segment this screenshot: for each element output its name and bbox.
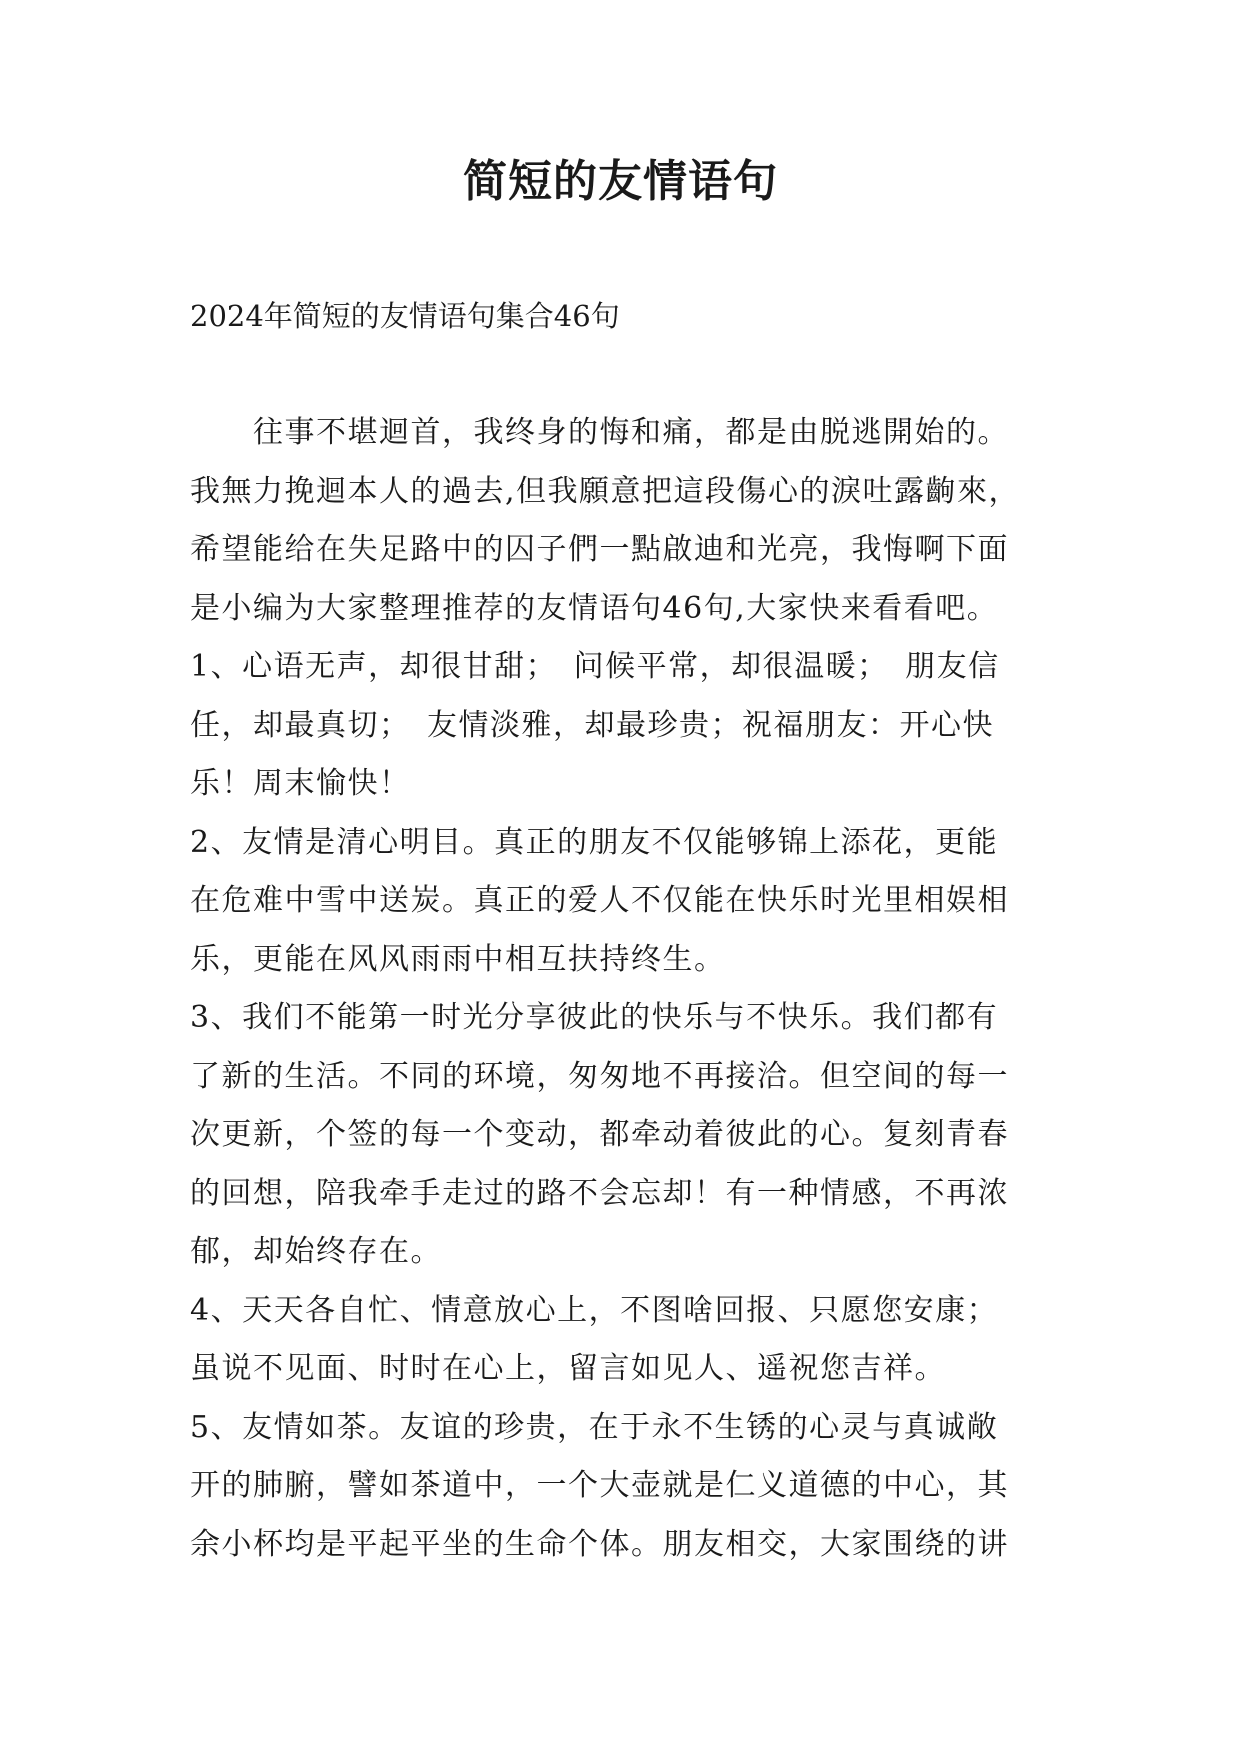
body-line: 我無力挽迴本人的過去,但我願意把這段傷心的淚吐露齣來， <box>190 473 1021 509</box>
body-line: 4、天天各自忙、情意放心上，不图啥回报、只愿您安康； <box>190 1292 999 1328</box>
body-line: 开的肺腑，譬如茶道中，一个大壶就是仁义道德的中心，其 <box>190 1468 1009 1503</box>
body-line: 往事不堪迴首，我终身的悔和痛，都是由脱逃開始的。 <box>190 415 1009 450</box>
body-line: 虽说不见面、时时在心上，留言如见人、遥祝您吉祥。 <box>190 1351 946 1386</box>
document-body <box>190 404 1090 1574</box>
body-line: 了新的生活。不同的环境，匆匆地不再接洽。但空间的每一 <box>190 1058 1009 1094</box>
body-line: 乐！周末愉快！ <box>190 766 411 801</box>
body-line: 2、友情是清心明目。真正的朋友不仅能够锦上添花，更能 <box>190 824 999 860</box>
body-line: 郁，却始终存在。 <box>190 1234 442 1269</box>
body-line: 在危难中雪中送炭。真正的爱人不仅能在快乐时光里相娱相 <box>190 883 1009 918</box>
body-line: 希望能给在失足路中的囚子們一點啟迪和光亮，我悔啊下面 <box>190 532 1009 567</box>
body-line: 5、友情如茶。友谊的珍贵，在于永不生锈的心灵与真诚敞 <box>190 1409 999 1445</box>
body-line: 的回想，陪我牵手走过的路不会忘却！有一种情感，不再浓 <box>190 1175 1009 1211</box>
body-line: 任，却最真切； 友情淡雅，却最珍贵；祝福朋友：开心快 <box>190 707 994 743</box>
body-line: 1、心语无声，却很甘甜； 问候平常，却很温暖； 朋友信 <box>190 649 1000 684</box>
document-title: 简短的友情语句 <box>463 156 778 207</box>
body-line: 次更新，个签的每一个变动，都牵动着彼此的心。复刻青春 <box>190 1117 1009 1152</box>
body-line: 乐，更能在风风雨雨中相互扶持终生。 <box>190 941 726 977</box>
body-line: 余小杯均是平起平坐的生命个体。朋友相交，大家围绕的讲 <box>190 1526 1009 1562</box>
document-subtitle: 2024年简短的友情语句集合46句 <box>190 299 620 333</box>
body-line: 3、我们不能第一时光分享彼此的快乐与不快乐。我们都有 <box>190 1000 999 1035</box>
body-line: 是小编为大家整理推荐的友情语句46句,大家快来看看吧。 <box>190 590 999 626</box>
